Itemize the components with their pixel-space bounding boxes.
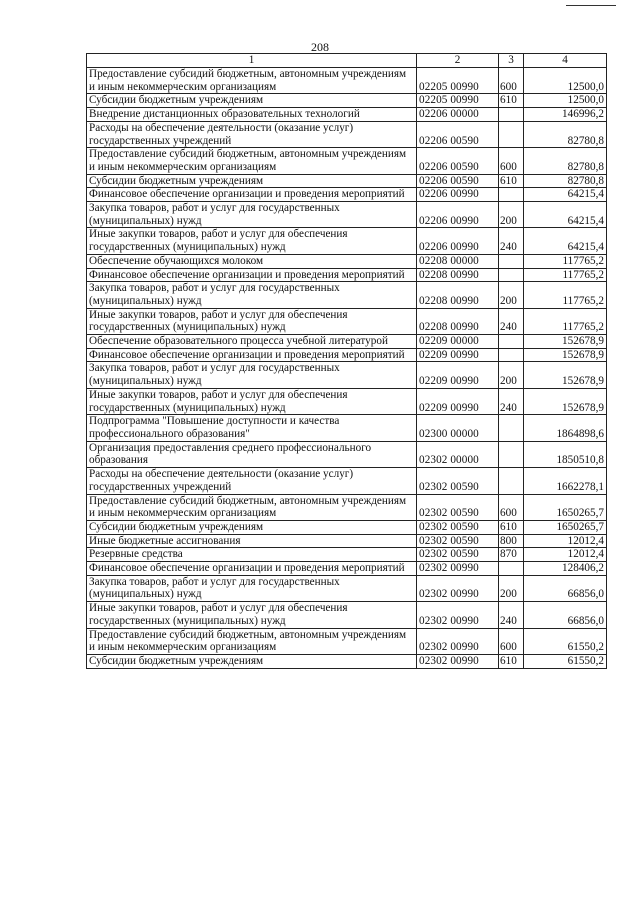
table-row [87, 335, 607, 349]
row-name-cell: Подпрограмма "Повышение доступности и качества профессионального образования" [87, 415, 417, 441]
row-name-cell: Закупка товаров, работ и услуг для государственных (муниципальных) нужд [87, 362, 417, 388]
row-amount-cell: 1662278,1 [524, 468, 607, 494]
row-name-cell: Предоставление субсидий бюджетным, автономным учреждениям и иным некоммерческим организациям [87, 494, 417, 520]
row-name-cell: Иные закупки товаров, работ и услуг для обеспечения государственных (муниципальных) нужд [87, 308, 417, 334]
row-type-cell: 240 [499, 602, 524, 628]
table-row [87, 121, 607, 147]
table-header-row [87, 54, 607, 68]
row-amount-cell: 1650265,7 [524, 520, 607, 534]
row-type-cell [499, 268, 524, 282]
row-name-cell: Закупка товаров, работ и услуг для государственных (муниципальных) нужд [87, 202, 417, 228]
row-code-cell: 02206 00990 [417, 188, 499, 202]
row-code-cell: 02208 00990 [417, 308, 499, 334]
row-type-cell: 800 [499, 534, 524, 548]
row-amount-cell: 64215,4 [524, 228, 607, 254]
row-type-cell [499, 108, 524, 122]
table-row [87, 268, 607, 282]
column-header-code: 2 [417, 54, 499, 68]
row-code-cell: 02302 00590 [417, 534, 499, 548]
row-code-cell: 02206 00590 [417, 174, 499, 188]
row-code-cell: 02208 00990 [417, 268, 499, 282]
row-amount-cell: 117765,2 [524, 254, 607, 268]
table-row [87, 108, 607, 122]
table-row [87, 282, 607, 308]
table-row [87, 548, 607, 562]
table-row [87, 202, 607, 228]
row-name-cell: Резервные средства [87, 548, 417, 562]
row-type-cell: 610 [499, 654, 524, 668]
row-name-cell: Финансовое обеспечение организации и проведения мероприятий [87, 562, 417, 576]
row-name-cell: Финансовое обеспечение организации и проведения мероприятий [87, 348, 417, 362]
row-name-cell: Субсидии бюджетным учреждениям [87, 94, 417, 108]
table-row [87, 188, 607, 202]
row-type-cell: 600 [499, 148, 524, 174]
row-amount-cell: 1864898,6 [524, 415, 607, 441]
row-code-cell: 02206 00590 [417, 148, 499, 174]
row-code-cell: 02302 00990 [417, 628, 499, 654]
row-type-cell [499, 562, 524, 576]
row-amount-cell: 117765,2 [524, 308, 607, 334]
table-row [87, 520, 607, 534]
row-amount-cell: 117765,2 [524, 268, 607, 282]
row-type-cell: 240 [499, 308, 524, 334]
table-row [87, 534, 607, 548]
row-code-cell: 02208 00000 [417, 254, 499, 268]
row-name-cell: Расходы на обеспечение деятельности (оказание услуг) государственных учреждений [87, 121, 417, 147]
row-amount-cell: 82780,8 [524, 148, 607, 174]
row-code-cell: 02302 00990 [417, 602, 499, 628]
row-name-cell: Финансовое обеспечение организации и проведения мероприятий [87, 188, 417, 202]
table-body [87, 68, 607, 669]
row-type-cell [499, 121, 524, 147]
row-type-cell: 870 [499, 548, 524, 562]
row-code-cell: 02205 00990 [417, 68, 499, 94]
row-amount-cell: 64215,4 [524, 188, 607, 202]
column-header-name: 1 [87, 54, 417, 68]
row-type-cell [499, 441, 524, 467]
row-type-cell: 600 [499, 494, 524, 520]
budget-table [86, 53, 607, 669]
row-code-cell: 02206 00990 [417, 202, 499, 228]
row-code-cell: 02205 00990 [417, 94, 499, 108]
row-amount-cell: 61550,2 [524, 654, 607, 668]
row-type-cell [499, 254, 524, 268]
row-amount-cell: 1650265,7 [524, 494, 607, 520]
row-name-cell: Предоставление субсидий бюджетным, автономным учреждениям и иным некоммерческим организациям [87, 68, 417, 94]
table-row [87, 494, 607, 520]
row-type-cell: 240 [499, 388, 524, 414]
table-row [87, 348, 607, 362]
row-code-cell: 02300 00000 [417, 415, 499, 441]
table-row [87, 148, 607, 174]
row-type-cell: 600 [499, 628, 524, 654]
row-amount-cell: 66856,0 [524, 575, 607, 601]
row-type-cell [499, 348, 524, 362]
row-amount-cell: 12012,4 [524, 534, 607, 548]
row-code-cell: 02302 00590 [417, 520, 499, 534]
row-type-cell: 200 [499, 362, 524, 388]
row-amount-cell: 12012,4 [524, 548, 607, 562]
row-type-cell [499, 468, 524, 494]
row-type-cell: 200 [499, 202, 524, 228]
row-amount-cell: 82780,8 [524, 121, 607, 147]
row-type-cell: 200 [499, 575, 524, 601]
row-amount-cell: 12500,0 [524, 94, 607, 108]
table-row [87, 628, 607, 654]
row-code-cell: 02206 00990 [417, 228, 499, 254]
row-amount-cell: 64215,4 [524, 202, 607, 228]
row-name-cell: Иные закупки товаров, работ и услуг для обеспечения государственных (муниципальных) нужд [87, 602, 417, 628]
row-name-cell: Субсидии бюджетным учреждениям [87, 654, 417, 668]
table-row [87, 174, 607, 188]
table-row [87, 562, 607, 576]
row-code-cell: 02209 00990 [417, 362, 499, 388]
table-row [87, 68, 607, 94]
row-amount-cell: 61550,2 [524, 628, 607, 654]
row-name-cell: Обеспечение обучающихся молоком [87, 254, 417, 268]
table-row [87, 254, 607, 268]
row-name-cell: Субсидии бюджетным учреждениям [87, 174, 417, 188]
row-name-cell: Внедрение дистанционных образовательных технологий [87, 108, 417, 122]
row-amount-cell: 152678,9 [524, 362, 607, 388]
row-code-cell: 02208 00990 [417, 282, 499, 308]
row-code-cell: 02209 00000 [417, 335, 499, 349]
row-amount-cell: 152678,9 [524, 388, 607, 414]
table-row [87, 441, 607, 467]
row-amount-cell: 152678,9 [524, 348, 607, 362]
row-amount-cell: 128406,2 [524, 562, 607, 576]
column-header-amount: 4 [524, 54, 607, 68]
row-code-cell: 02302 00990 [417, 654, 499, 668]
table-row [87, 362, 607, 388]
row-code-cell: 02302 00990 [417, 562, 499, 576]
row-name-cell: Расходы на обеспечение деятельности (оказание услуг) государственных учреждений [87, 468, 417, 494]
row-name-cell: Предоставление субсидий бюджетным, автономным учреждениям и иным некоммерческим организациям [87, 628, 417, 654]
row-code-cell: 02302 00590 [417, 494, 499, 520]
row-name-cell: Финансовое обеспечение организации и проведения мероприятий [87, 268, 417, 282]
row-code-cell: 02302 00000 [417, 441, 499, 467]
column-header-type: 3 [499, 54, 524, 68]
row-name-cell: Закупка товаров, работ и услуг для государственных (муниципальных) нужд [87, 282, 417, 308]
row-type-cell [499, 188, 524, 202]
row-type-cell [499, 415, 524, 441]
table-row [87, 468, 607, 494]
row-name-cell: Иные бюджетные ассигнования [87, 534, 417, 548]
row-code-cell: 02302 00590 [417, 468, 499, 494]
row-type-cell: 610 [499, 94, 524, 108]
row-amount-cell: 66856,0 [524, 602, 607, 628]
row-code-cell: 02302 00590 [417, 548, 499, 562]
row-amount-cell: 82780,8 [524, 174, 607, 188]
row-amount-cell: 1850510,8 [524, 441, 607, 467]
row-name-cell: Закупка товаров, работ и услуг для государственных (муниципальных) нужд [87, 575, 417, 601]
row-code-cell: 02206 00000 [417, 108, 499, 122]
table-row [87, 602, 607, 628]
row-code-cell: 02302 00990 [417, 575, 499, 601]
row-name-cell: Обеспечение образовательного процесса учебной литературой [87, 335, 417, 349]
table-row [87, 308, 607, 334]
row-type-cell: 240 [499, 228, 524, 254]
page-number: 208 [311, 40, 329, 54]
row-type-cell: 600 [499, 68, 524, 94]
row-amount-cell: 117765,2 [524, 282, 607, 308]
row-amount-cell: 12500,0 [524, 68, 607, 94]
row-name-cell: Иные закупки товаров, работ и услуг для обеспечения государственных (муниципальных) нужд [87, 228, 417, 254]
table-row [87, 94, 607, 108]
table-row [87, 388, 607, 414]
row-code-cell: 02209 00990 [417, 388, 499, 414]
row-type-cell: 610 [499, 520, 524, 534]
row-name-cell: Предоставление субсидий бюджетным, автономным учреждениям и иным некоммерческим организациям [87, 148, 417, 174]
row-name-cell: Организация предоставления среднего профессионального образования [87, 441, 417, 467]
table-row [87, 575, 607, 601]
row-type-cell: 610 [499, 174, 524, 188]
table-row [87, 654, 607, 668]
row-amount-cell: 146996,2 [524, 108, 607, 122]
row-amount-cell: 152678,9 [524, 335, 607, 349]
row-name-cell: Субсидии бюджетным учреждениям [87, 520, 417, 534]
row-name-cell: Иные закупки товаров, работ и услуг для обеспечения государственных (муниципальных) нужд [87, 388, 417, 414]
top-edge-rule [566, 5, 616, 6]
row-code-cell: 02209 00990 [417, 348, 499, 362]
table-row [87, 228, 607, 254]
table-row [87, 415, 607, 441]
row-code-cell: 02206 00590 [417, 121, 499, 147]
row-type-cell [499, 335, 524, 349]
row-type-cell: 200 [499, 282, 524, 308]
